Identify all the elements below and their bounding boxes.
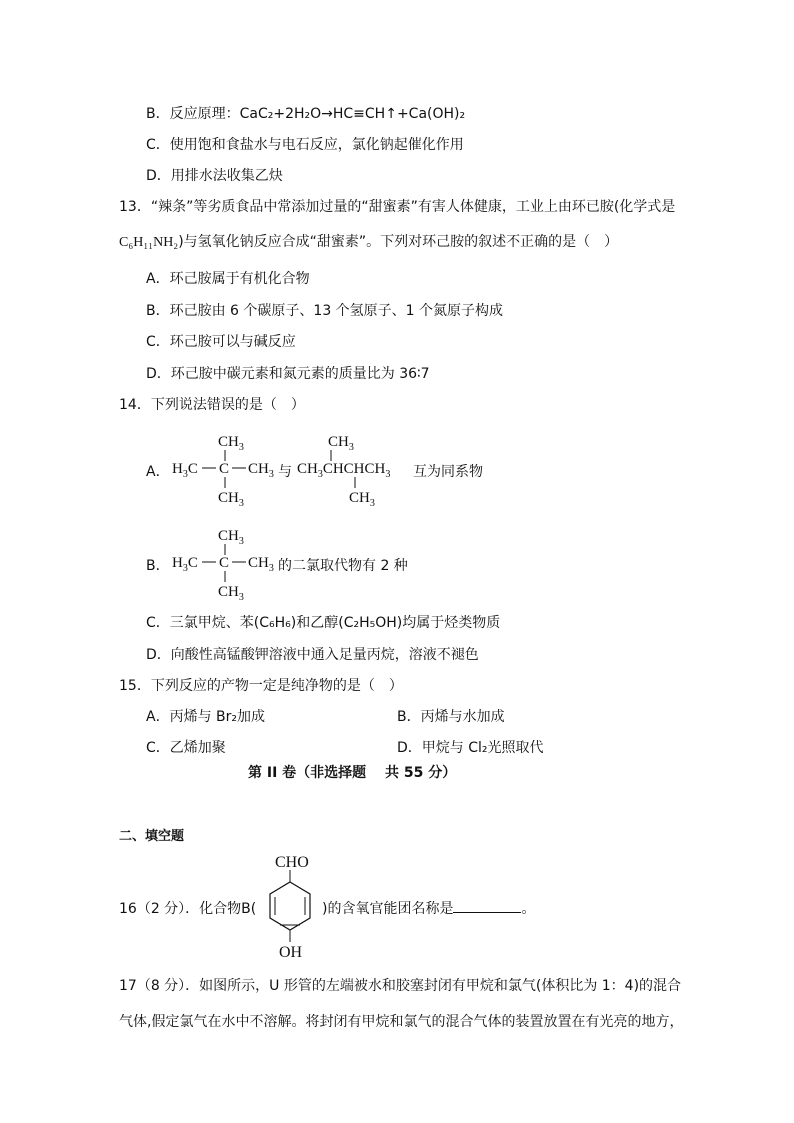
b-ch3-top-label: $CH_3$	[218, 528, 244, 547]
q16-prefix: 16（2 分）．化合物B(	[119, 901, 257, 917]
ch3-right-label: $CH_3$	[248, 461, 274, 480]
q12-option-d: D．用排水法收集乙炔	[146, 168, 283, 184]
q13-stem-line2	[119, 233, 618, 252]
q13-option-a: A．环己胺属于有机化合物	[146, 271, 310, 287]
q15-option-b: B．丙烯与水加成	[397, 709, 505, 725]
q14-option-d: D．向酸性高锰酸钾溶液中通入足量丙烷，溶液不褪色	[146, 647, 479, 663]
ch3-top-label: $CH_3$	[218, 434, 244, 453]
cho-label: CHO	[275, 854, 309, 871]
b-h3c-label: $H_3C$	[172, 555, 198, 574]
q17-line2: 气体,假定氯气在水中不溶解。将封闭有甲烷和氯气的混合气体的装置放置在有光亮的地方，	[119, 1014, 684, 1030]
q16-suffix	[322, 900, 535, 918]
benzene-ring	[270, 882, 310, 930]
h3c-label: $H_3C$	[172, 461, 198, 480]
q13-option-c: C．环己胺可以与碱反应	[146, 334, 296, 350]
q13-stem-line1: 13．“辣条”等劣质食品中常添加过量的“甜蜜素”有害人体健康，工业上由环已胺(化学式是	[119, 199, 676, 215]
q14-stem: 14．下列说法错误的是（ ）	[119, 397, 305, 413]
q16-benzene-structure	[258, 850, 322, 962]
q15-option-c: C．乙烯加聚	[146, 740, 226, 756]
q14-option-b-structure	[168, 522, 280, 604]
q14-option-a-tail: 互为同系物	[413, 464, 483, 480]
ch3-bottom-label: $CH_3$	[218, 490, 244, 509]
q14-option-a-label: A．	[146, 464, 170, 480]
branch-ch3-bottom-label: $CH_3$	[349, 490, 375, 509]
q15-stem: 15．下列反应的产物一定是纯净物的是（ ）	[119, 678, 403, 694]
volume-title: 第 II 卷（非选择题 共 55 分）	[248, 765, 457, 781]
branch-ch3-top-label: $CH_3$	[328, 434, 354, 453]
q14-option-a-mid: 与	[278, 464, 292, 480]
q12-option-c: C．使用饱和食盐水与电石反应，氯化钠起催化作用	[146, 137, 464, 153]
q14-option-b-tail: 的二氯取代物有 2 种	[278, 558, 408, 574]
part-title: 二、填空题	[119, 829, 185, 844]
central-c-label: C	[219, 461, 230, 477]
q13-stem-tail: )与氢氧化钠反应合成“甜蜜素”。下列对环己胺的叙述不正确的是（ ）	[178, 234, 619, 250]
q15-option-d: D．甲烷与 Cl₂光照取代	[397, 740, 544, 756]
b-ch3-right-label: $CH_3$	[248, 555, 274, 574]
q16-end: 。	[521, 901, 536, 917]
q12-option-b: B．反应原理：CaC₂+2H₂O→HC≡CH↑+Ca(OH)₂	[146, 106, 466, 122]
q13-formula: C₆H₁₁NH₂	[119, 235, 179, 250]
q13-option-b: B．环己胺由 6 个碳原子、13 个氢原子、1 个氮原子构成	[146, 303, 504, 319]
q16-answer-blank[interactable]	[453, 900, 521, 913]
oh-label: OH	[279, 944, 303, 961]
b-ch3-bottom-label: $CH_3$	[218, 584, 244, 603]
b-central-c-label: C	[219, 555, 230, 571]
q15-option-a: A．丙烯与 Br₂加成	[146, 709, 265, 725]
q14-option-c: C．三氯甲烷、苯(C₆H₆)和乙醇(C₂H₅OH)均属于烃类物质	[146, 615, 501, 631]
q13-option-d: D．环己胺中碳元素和氮元素的质量比为 36∶7	[146, 366, 430, 382]
q16-suffix-text: )的含氧官能团名称是	[322, 901, 454, 917]
chain-label: $CH_3CHCHCH_3$	[297, 461, 391, 480]
q17-line1: 17（8 分）．如图所示，U 形管的左端被水和胶塞封闭有甲烷和氯气(体积比为 1：4)的混合	[119, 978, 682, 994]
q14-option-b-label: B．	[146, 558, 170, 574]
